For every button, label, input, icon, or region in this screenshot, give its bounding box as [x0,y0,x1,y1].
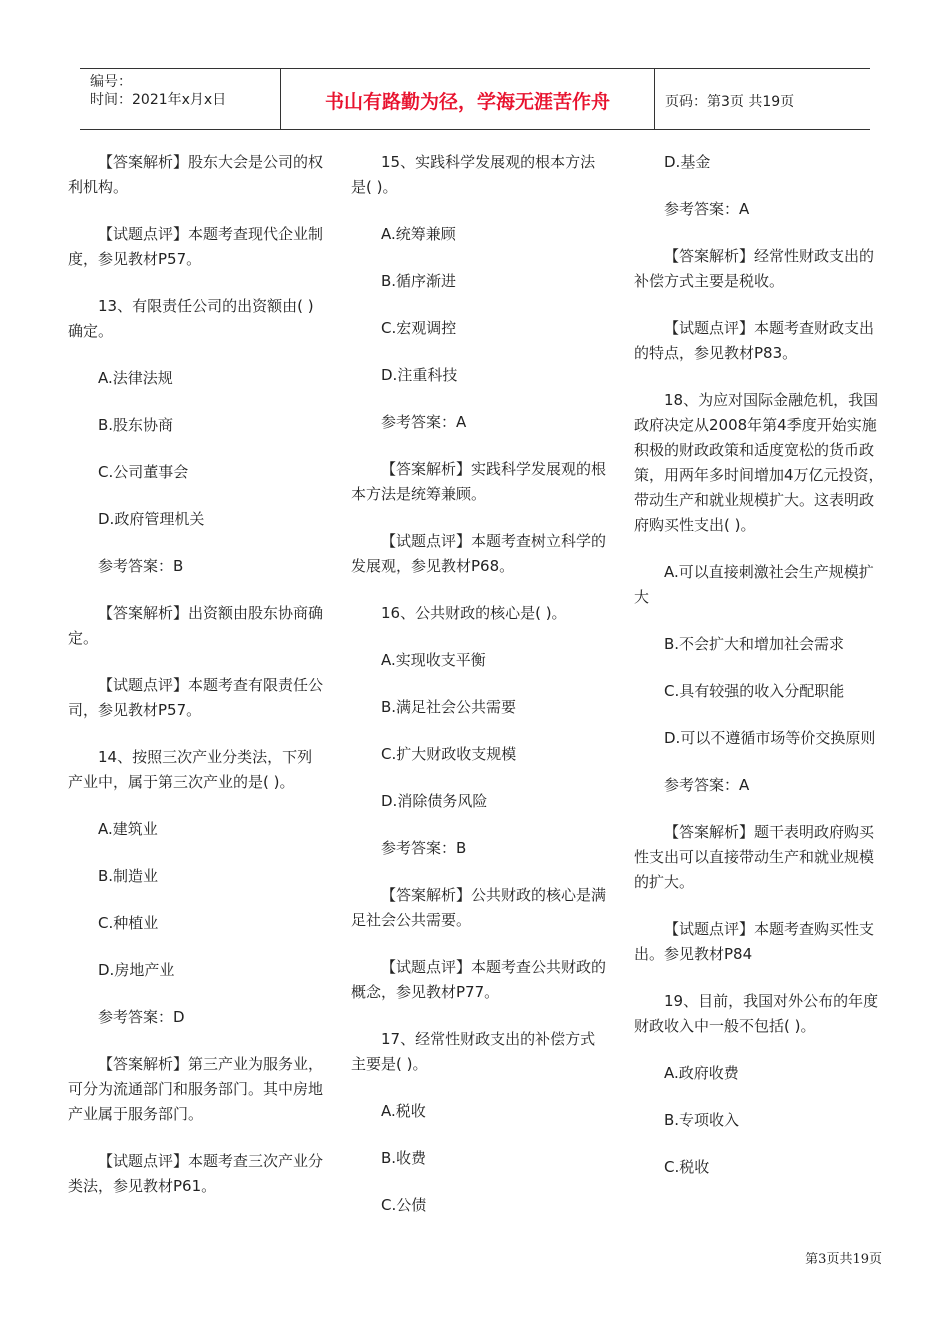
paragraph: C.税收 [664,1158,710,1176]
paragraph: B.收费 [381,1149,427,1167]
paragraph: 【试题点评】本题考查财政支出的特点，参见教材P83。 [634,319,875,362]
paragraph: 【试题点评】本题考查购买性支出。参见教材P84 [634,920,875,963]
paragraph: C.公司董事会 [98,463,189,481]
paragraph: 【试题点评】本题考查三次产业分类法，参见教材P61。 [68,1152,324,1195]
paragraph: A.可以直接刺激社会生产规模扩大 [634,563,874,606]
paragraph: 参考答案：B [98,557,184,575]
page-header [80,68,870,130]
paragraph: 17、经常性财政支出的补偿方式主要是( )。 [351,1030,596,1073]
paragraph: 参考答案：A [664,200,750,218]
page-footer: 第3页共19页 [805,1252,882,1267]
paragraph: 参考答案：A [664,776,750,794]
paragraph: 【答案解析】出资额由股东协商确定。 [68,604,324,647]
paragraph: A.法律法规 [98,369,173,387]
paragraph: C.扩大财政收支规模 [381,745,517,763]
paragraph: 【试题点评】本题考查现代企业制度，参见教材P57。 [68,225,324,268]
paragraph: B.循序渐进 [381,272,457,290]
paragraph: B.专项收入 [664,1111,740,1129]
paragraph: A.税收 [381,1102,426,1120]
paragraph: B.制造业 [98,867,159,885]
document-number-label: 编号： [90,74,132,90]
paragraph: 【试题点评】本题考查有限责任公司，参见教材P57。 [68,676,324,719]
paragraph: A.统筹兼顾 [381,225,456,243]
text-column-3 [634,150,886,1202]
paragraph: D.政府管理机关 [98,510,205,528]
paragraph: 参考答案：A [381,413,467,431]
header-motto-cell [281,69,655,129]
paragraph: A.实现收支平衡 [381,651,486,669]
paragraph: 【答案解析】题干表明政府购买性支出可以直接带动生产和就业规模的扩大。 [634,823,875,891]
paragraph: C.具有较强的收入分配职能 [664,682,845,700]
paragraph: 13、有限责任公司的出资额由( )确定。 [68,297,314,340]
paragraph: D.消除债务风险 [381,792,488,810]
header-page-info: 页码：第3页 共19页 [665,94,795,110]
paragraph: 参考答案：D [98,1008,185,1026]
paragraph: C.宏观调控 [381,319,457,337]
paragraph: 【试题点评】本题考查公共财政的概念，参见教材P77。 [351,958,607,1001]
document-time-label: 时间：2021年x月x日 [90,92,227,108]
paragraph: C.种植业 [98,914,159,932]
paragraph: B.不会扩大和增加社会需求 [664,635,845,653]
paragraph: D.注重科技 [381,366,458,384]
paragraph: D.房地产业 [98,961,175,979]
paragraph: 【答案解析】公共财政的核心是满足社会公共需要。 [351,886,607,929]
text-column-1 [68,150,326,1221]
paragraph: 15、实践科学发展观的根本方法是( )。 [351,153,596,196]
header-page-cell [655,69,870,129]
paragraph: B.股东协商 [98,416,174,434]
paragraph: D.可以不遵循市场等价交换原则 [664,729,876,747]
paragraph: D.基金 [664,153,711,171]
paragraph: A.建筑业 [98,820,158,838]
paragraph: 16、公共财政的核心是( )。 [381,604,567,622]
paragraph: B.满足社会公共需要 [381,698,517,716]
paragraph: A.政府收费 [664,1064,739,1082]
paragraph: 19、目前，我国对外公布的年度财政收入中一般不包括( )。 [634,992,879,1035]
paragraph: 【答案解析】股东大会是公司的权利机构。 [68,153,324,196]
header-motto: 书山有路勤为径，学海无涯苦作舟 [324,91,610,113]
paragraph: 18、为应对国际金融危机，我国政府决定从2008年第4季度开始实施积极的财政政策和适度宽松的货币政策，用两年多时间增加4万亿元投资，带动生产和就业规模扩大。这表明政府购买性支出( )。 [634,391,884,534]
header-meta-cell [80,69,281,129]
paragraph: 参考答案：B [381,839,467,857]
paragraph: 【答案解析】第三产业为服务业，可分为流通部门和服务部门。其中房地产业属于服务部门。 [68,1055,324,1123]
paragraph: 【试题点评】本题考查树立科学的发展观，参见教材P68。 [351,532,607,575]
paragraph: 14、按照三次产业分类法，下列产业中，属于第三次产业的是( )。 [68,748,313,791]
paragraph: 【答案解析】经常性财政支出的补偿方式主要是税收。 [634,247,875,290]
text-column-2 [351,150,609,1240]
paragraph: 【答案解析】实践科学发展观的根本方法是统筹兼顾。 [351,460,607,503]
paragraph: C.公债 [381,1196,427,1214]
